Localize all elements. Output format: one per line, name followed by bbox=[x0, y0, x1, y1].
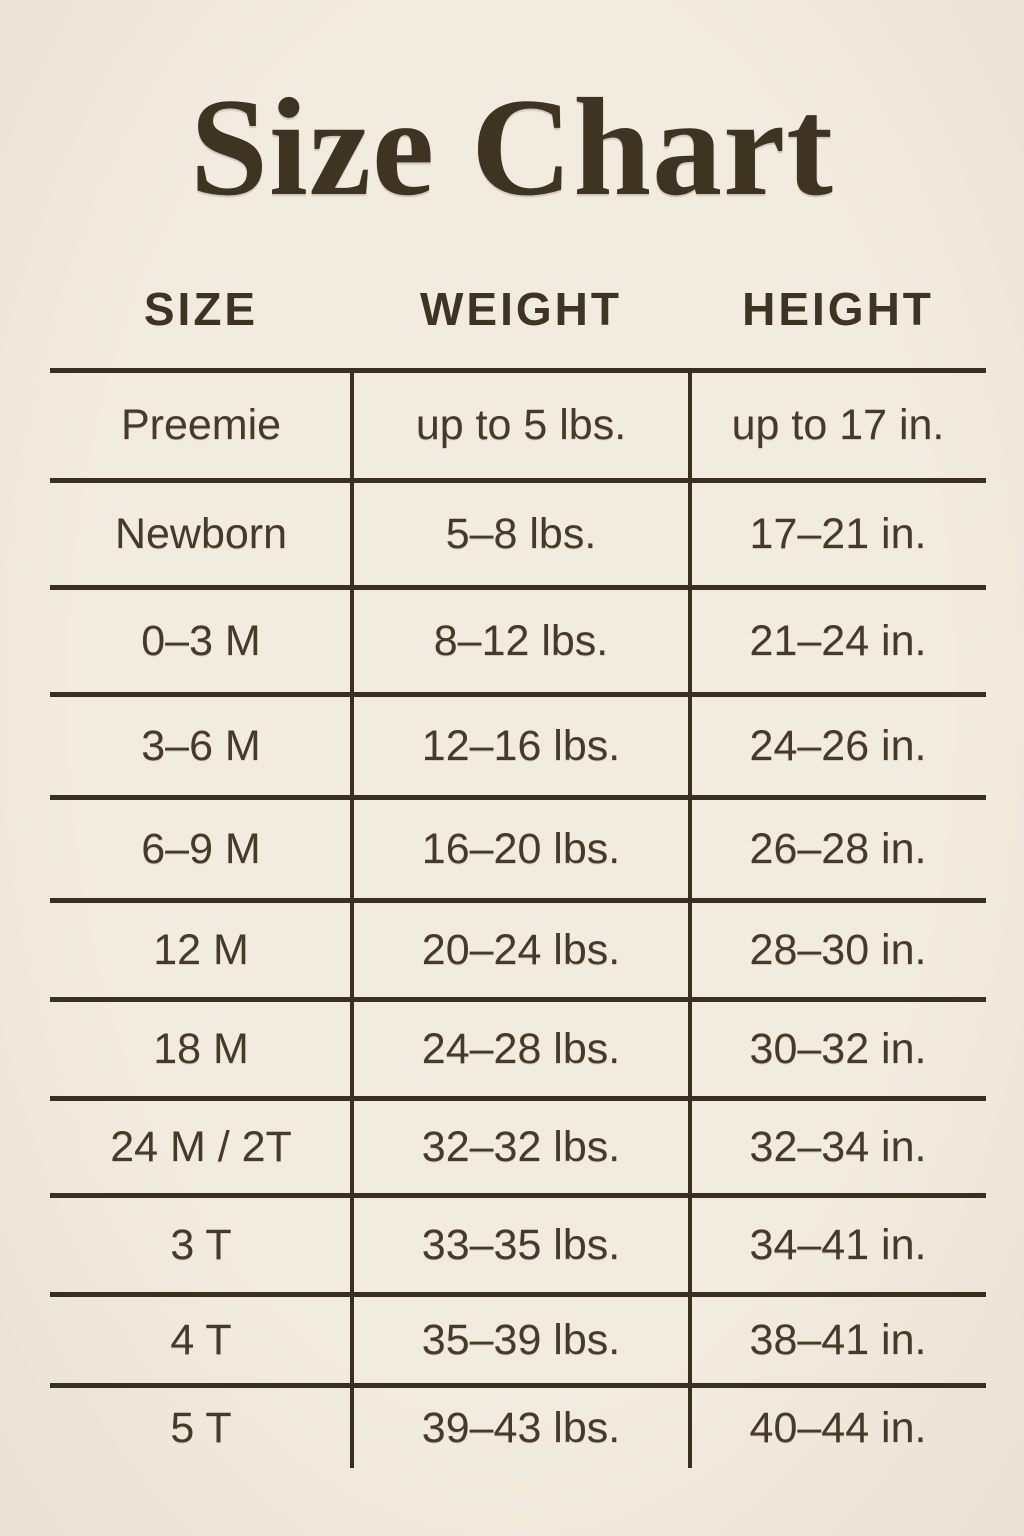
weight-cell: 12–16 lbs. bbox=[421, 721, 621, 770]
table-header-row bbox=[50, 278, 986, 340]
table-row bbox=[50, 478, 986, 585]
table-row bbox=[50, 1383, 986, 1468]
height-cell: 17–21 in. bbox=[749, 509, 927, 558]
size-cell: 3 T bbox=[170, 1220, 232, 1269]
table-row bbox=[50, 585, 986, 692]
column-divider-1 bbox=[350, 368, 354, 1468]
table-row bbox=[50, 898, 986, 997]
size-cell: Preemie bbox=[120, 401, 282, 449]
weight-cell: 8–12 lbs. bbox=[433, 616, 609, 665]
weight-cell: 32–32 lbs. bbox=[421, 1122, 621, 1171]
height-cell: 34–41 in. bbox=[749, 1220, 927, 1269]
weight-cell: 35–39 lbs. bbox=[421, 1315, 621, 1364]
height-cell: 28–30 in. bbox=[749, 925, 927, 974]
height-cell: 24–26 in. bbox=[749, 721, 927, 770]
size-cell: 5 T bbox=[170, 1403, 232, 1452]
weight-cell: 33–35 lbs. bbox=[421, 1220, 621, 1269]
size-cell: 6–9 M bbox=[141, 824, 261, 873]
weight-cell: 20–24 lbs. bbox=[421, 925, 621, 974]
height-cell: 38–41 in. bbox=[749, 1315, 927, 1364]
size-cell: 3–6 M bbox=[141, 721, 261, 770]
height-cell: 30–32 in. bbox=[749, 1024, 927, 1073]
column-divider-2 bbox=[688, 368, 692, 1468]
table-row bbox=[50, 1292, 986, 1383]
height-cell: 21–24 in. bbox=[749, 616, 927, 665]
weight-cell: 16–20 lbs. bbox=[421, 824, 621, 873]
size-cell: 4 T bbox=[170, 1315, 232, 1364]
table-row bbox=[50, 1096, 986, 1193]
height-cell: 32–34 in. bbox=[749, 1122, 927, 1171]
page-title: Size Chart bbox=[190, 70, 834, 225]
size-cell: 0–3 M bbox=[141, 616, 261, 665]
weight-cell: 5–8 lbs. bbox=[445, 509, 597, 558]
size-cell: 12 M bbox=[153, 925, 249, 974]
table-row bbox=[50, 368, 986, 478]
height-cell: 26–28 in. bbox=[749, 824, 927, 873]
height-cell: 40–44 in. bbox=[749, 1403, 927, 1452]
size-cell: 18 M bbox=[153, 1024, 249, 1073]
size-cell: Newborn bbox=[114, 509, 288, 558]
weight-cell: 24–28 lbs. bbox=[421, 1024, 621, 1073]
size-cell: 24 M / 2T bbox=[110, 1122, 292, 1171]
height-cell: up to 17 in. bbox=[731, 401, 945, 449]
weight-cell: up to 5 lbs. bbox=[415, 401, 627, 449]
table-row bbox=[50, 1193, 986, 1292]
column-header-height: HEIGHT bbox=[742, 283, 934, 335]
table-row bbox=[50, 692, 986, 795]
weight-cell: 39–43 lbs. bbox=[421, 1403, 621, 1452]
column-header-weight: WEIGHT bbox=[420, 283, 622, 335]
table-row bbox=[50, 997, 986, 1096]
size-table bbox=[50, 368, 986, 1468]
table-row bbox=[50, 795, 986, 898]
column-header-size: SIZE bbox=[143, 283, 259, 335]
